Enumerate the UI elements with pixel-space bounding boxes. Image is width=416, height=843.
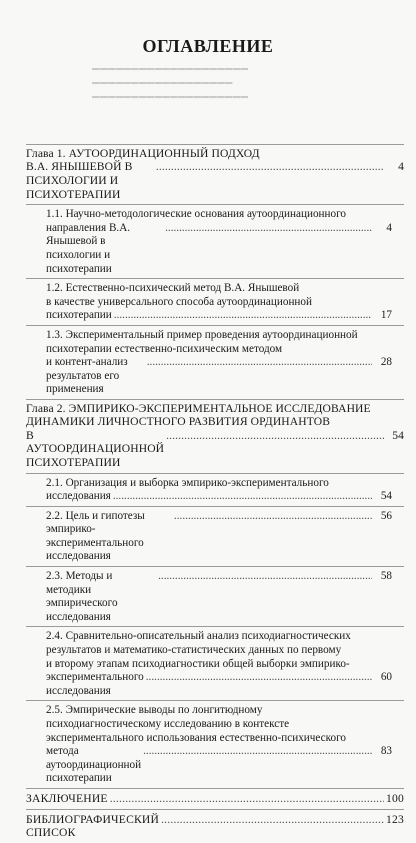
page-number: 4: [386, 221, 392, 234]
page-number: 60: [380, 671, 392, 684]
dot-leader: [161, 813, 384, 827]
dot-leader: [146, 671, 372, 685]
toc-section-2-4[interactable]: [26, 627, 404, 700]
page-number: 54: [380, 490, 392, 503]
dot-leader: [114, 309, 372, 323]
section-line: экспериментального исследования: [46, 671, 144, 697]
section-line: психотерапии: [46, 309, 112, 322]
page-number: 28: [380, 356, 392, 369]
section-line: 2.1. Организация и выборка эмпирико-экспериментального: [46, 476, 329, 489]
dot-leader: [158, 570, 372, 584]
toc-section-1-1[interactable]: [26, 205, 404, 278]
chapter-heading-line: Глава 2. ЭМПИРИКО-ЭКСПЕРИМЕНТАЛЬНОЕ ИССЛЕДОВАНИЕ: [26, 401, 371, 415]
toc-section-2-2[interactable]: [26, 507, 404, 566]
toc-chapter-2[interactable]: [26, 400, 404, 473]
section-line: исследования: [46, 490, 111, 503]
toc-section-1-2[interactable]: [26, 279, 404, 325]
section-line: и второму этапам психодиагностики общей выборки эмпирико-: [46, 657, 350, 670]
section-line: 2.2. Цель и гипотезы эмпирико-экспериментального исследования: [46, 509, 145, 563]
chapter-heading-line: В.А. ЯНЫШЕВОЙ В ПСИХОЛОГИИ И ПСИХОТЕРАПИИ: [26, 160, 133, 201]
toc-bibliography[interactable]: [26, 810, 404, 843]
bibliography-label: БИБЛИОГРАФИЧЕСКИЙ СПИСОК: [26, 812, 160, 840]
page-number: 100: [386, 791, 404, 805]
chapter-heading-line: Глава 1. АУТООРДИНАЦИОННЫЙ ПОДХОД: [26, 147, 260, 160]
section-line: психотерапии естественно-психическим методом: [46, 342, 283, 355]
toc-section-2-5[interactable]: [26, 701, 404, 788]
section-line: 1.1. Научно-методологические основания аутоординационного: [46, 208, 347, 221]
dot-leader: [166, 429, 384, 443]
section-line: психодиагностическому исследованию в контексте: [46, 718, 290, 730]
dot-leader: [143, 745, 372, 759]
dot-leader: [147, 356, 372, 370]
page-number: 123: [386, 812, 404, 826]
conclusion-label: ЗАКЛЮЧЕНИЕ: [26, 791, 108, 805]
dot-leader: [174, 510, 372, 524]
page-number: 4: [398, 160, 404, 174]
section-line: 2.3. Методы и методики эмпирического исследования: [46, 570, 118, 623]
section-line: 2.4. Сравнительно-описательный анализ психодиагностических: [46, 630, 351, 643]
section-line: 1.3. Экспериментальный пример проведения аутоординационной: [46, 328, 358, 341]
chapter-heading-line: В АУТООРДИНАЦИОННОЙ ПСИХОТЕРАПИИ: [26, 428, 165, 469]
toc-chapter-1[interactable]: [26, 145, 404, 204]
dot-leader: [110, 792, 384, 806]
chapter-heading-line: ДИНАМИКИ ЛИЧНОСТНОГО РАЗВИТИЯ ОРДИНАНТОВ: [26, 415, 331, 429]
page-title: ОГЛАВЛЕНИЕ: [142, 36, 274, 56]
toc-section-1-3[interactable]: [26, 326, 404, 399]
toc-section-2-1[interactable]: [26, 474, 404, 506]
section-line: метода аутоординационной психотерапии: [46, 745, 142, 785]
toc-section-2-3[interactable]: [26, 567, 404, 626]
table-of-contents: [26, 144, 404, 843]
page-number: 54: [392, 428, 404, 442]
section-line: и контент-анализ результатов его применения: [46, 356, 128, 396]
section-line: экспериментального использования естественно-психического: [46, 731, 346, 744]
section-line: результатов и математико-статистических данных по первому: [46, 644, 342, 657]
page-number: 83: [380, 745, 392, 758]
dot-leader: [113, 490, 372, 504]
page-number: 17: [380, 309, 392, 322]
section-line: 2.5. Эмпирические выводы по лонгитюдному: [46, 704, 263, 717]
show-through-text: ━━━━━━━━━━━━━━━━━━━━ ━━━━━━━━━━━━━━━━━━ ━━━━━━━━━━━━━━━━━━━━: [92, 62, 249, 104]
page-number: 56: [380, 509, 392, 522]
toc-conclusion[interactable]: [26, 789, 404, 809]
dot-leader: [156, 160, 384, 174]
dot-leader: [165, 222, 372, 236]
section-line: в качестве универсального способа аутоординационной: [46, 295, 313, 308]
section-line: направления В.А. Янышевой в психологии и психотерапии: [46, 221, 131, 275]
page-number: 58: [380, 570, 392, 583]
section-line: 1.2. Естественно-психический метод В.А. Янышевой: [46, 282, 300, 295]
